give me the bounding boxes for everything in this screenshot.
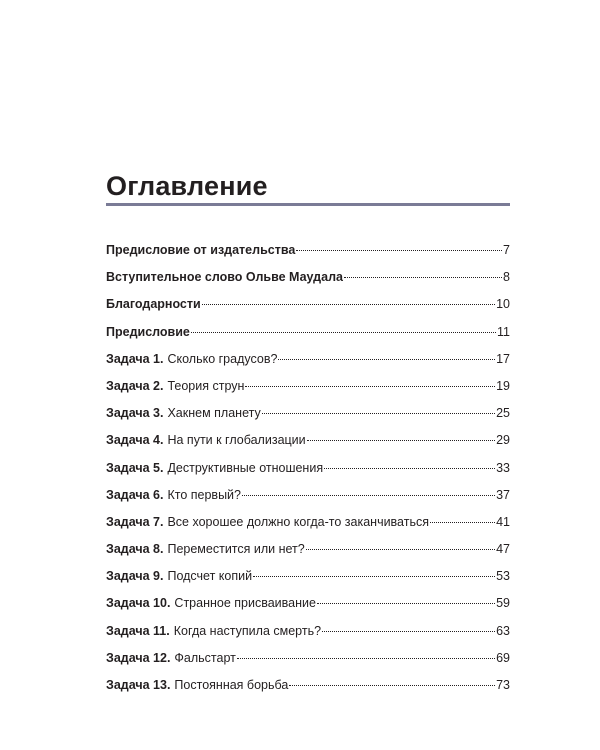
page-title: Оглавление bbox=[106, 171, 268, 201]
toc-entry-page-number: 69 bbox=[496, 650, 510, 665]
toc-entry-page-number: 7 bbox=[503, 243, 510, 257]
toc-entry-bold-label: Благодарности bbox=[106, 297, 201, 312]
table-of-contents bbox=[106, 240, 510, 702]
toc-entry-page-number: 11 bbox=[497, 324, 510, 339]
toc-entry-title: Переместится или нет? bbox=[167, 542, 305, 557]
toc-entry[interactable] bbox=[106, 430, 510, 457]
dot-leader bbox=[324, 468, 495, 469]
toc-entry-page-number: 25 bbox=[496, 406, 510, 421]
toc-entry[interactable] bbox=[106, 566, 510, 593]
toc-entry-bold-label: Вступительное слово Ольве Маудала bbox=[106, 270, 343, 285]
toc-entry[interactable] bbox=[106, 349, 510, 376]
toc-entry-bold-label: Предисловие от издательства bbox=[106, 243, 296, 257]
toc-entry-page-number: 29 bbox=[496, 433, 510, 448]
toc-entry-page-number: 8 bbox=[503, 270, 510, 285]
toc-entry[interactable] bbox=[106, 675, 510, 702]
toc-entry-title: На пути к глобализации bbox=[167, 433, 306, 448]
toc-entry-title: Все хорошее должно когда-то заканчиваться bbox=[167, 514, 429, 529]
dot-leader bbox=[289, 685, 495, 686]
toc-entry[interactable] bbox=[106, 539, 510, 566]
toc-entry-page-number: 19 bbox=[496, 378, 510, 393]
toc-entry[interactable] bbox=[106, 376, 510, 403]
toc-entry[interactable] bbox=[106, 648, 510, 675]
dot-leader bbox=[278, 359, 495, 360]
toc-entry-title: Сколько градусов? bbox=[167, 351, 278, 366]
dot-leader bbox=[322, 631, 495, 632]
toc-entry[interactable] bbox=[106, 485, 510, 512]
toc-entry-bold-label: Задача 10. bbox=[106, 596, 171, 611]
toc-entry[interactable] bbox=[106, 240, 510, 267]
toc-entry-bold-label: Задача 1. bbox=[106, 351, 164, 366]
toc-entry[interactable] bbox=[106, 621, 510, 648]
toc-entry-page-number: 41 bbox=[496, 514, 510, 529]
toc-entry[interactable] bbox=[106, 593, 510, 620]
toc-entry-bold-label: Задача 13. bbox=[106, 678, 171, 692]
dot-leader bbox=[262, 413, 495, 414]
dot-leader bbox=[306, 549, 495, 550]
toc-entry-page-number: 37 bbox=[496, 487, 510, 502]
dot-leader bbox=[344, 277, 502, 278]
toc-entry-bold-label: Задача 6. bbox=[106, 487, 164, 502]
toc-entry-bold-label: Задача 12. bbox=[106, 650, 171, 665]
toc-entry-title: Хакнем планету bbox=[167, 406, 261, 421]
dot-leader bbox=[430, 522, 495, 523]
toc-entry-bold-label: Задача 5. bbox=[106, 460, 164, 475]
toc-entry-page-number: 59 bbox=[496, 596, 510, 611]
title-rule bbox=[106, 203, 510, 206]
toc-entry-bold-label: Задача 11. bbox=[106, 623, 170, 638]
dot-leader bbox=[191, 332, 496, 333]
toc-entry-page-number: 10 bbox=[496, 297, 510, 312]
toc-entry-bold-label: Задача 4. bbox=[106, 433, 164, 448]
toc-entry-bold-label: Задача 7. bbox=[106, 514, 164, 529]
toc-entry-page-number: 17 bbox=[496, 351, 510, 366]
dot-leader bbox=[296, 250, 502, 251]
toc-entry-page-number: 63 bbox=[496, 623, 510, 638]
toc-entry-title: Деструктивные отношения bbox=[167, 460, 324, 475]
dot-leader bbox=[245, 386, 495, 387]
toc-entry-title: Когда наступила смерть? bbox=[173, 623, 322, 638]
toc-entry-bold-label: Задача 9. bbox=[106, 569, 164, 584]
dot-leader bbox=[237, 658, 495, 659]
toc-entry-bold-label: Задача 8. bbox=[106, 542, 164, 557]
dot-leader bbox=[307, 440, 495, 441]
toc-entry-page-number: 73 bbox=[496, 678, 510, 692]
toc-entry-title: Подсчет копий bbox=[167, 569, 253, 584]
toc-entry-page-number: 33 bbox=[496, 460, 510, 475]
dot-leader bbox=[253, 576, 495, 577]
toc-entry-bold-label: Задача 2. bbox=[106, 378, 164, 393]
toc-entry-title: Кто первый? bbox=[167, 487, 241, 502]
toc-entry[interactable] bbox=[106, 458, 510, 485]
toc-entry[interactable] bbox=[106, 403, 510, 430]
toc-entry[interactable] bbox=[106, 322, 510, 349]
toc-entry-page-number: 53 bbox=[496, 569, 510, 584]
dot-leader bbox=[317, 603, 495, 604]
toc-entry-page-number: 47 bbox=[496, 542, 510, 557]
toc-entry-bold-label: Предисловие bbox=[106, 324, 190, 339]
toc-entry-title: Теория струн bbox=[167, 378, 245, 393]
dot-leader bbox=[202, 304, 495, 305]
toc-entry[interactable] bbox=[106, 512, 510, 539]
toc-entry-bold-label: Задача 3. bbox=[106, 406, 164, 421]
toc-entry[interactable] bbox=[106, 294, 510, 321]
toc-entry[interactable] bbox=[106, 267, 510, 294]
toc-entry-title: Фальстарт bbox=[174, 650, 236, 665]
toc-entry-title: Постоянная борьба bbox=[174, 678, 289, 692]
toc-entry-title: Странное присваивание bbox=[174, 596, 316, 611]
dot-leader bbox=[242, 495, 495, 496]
